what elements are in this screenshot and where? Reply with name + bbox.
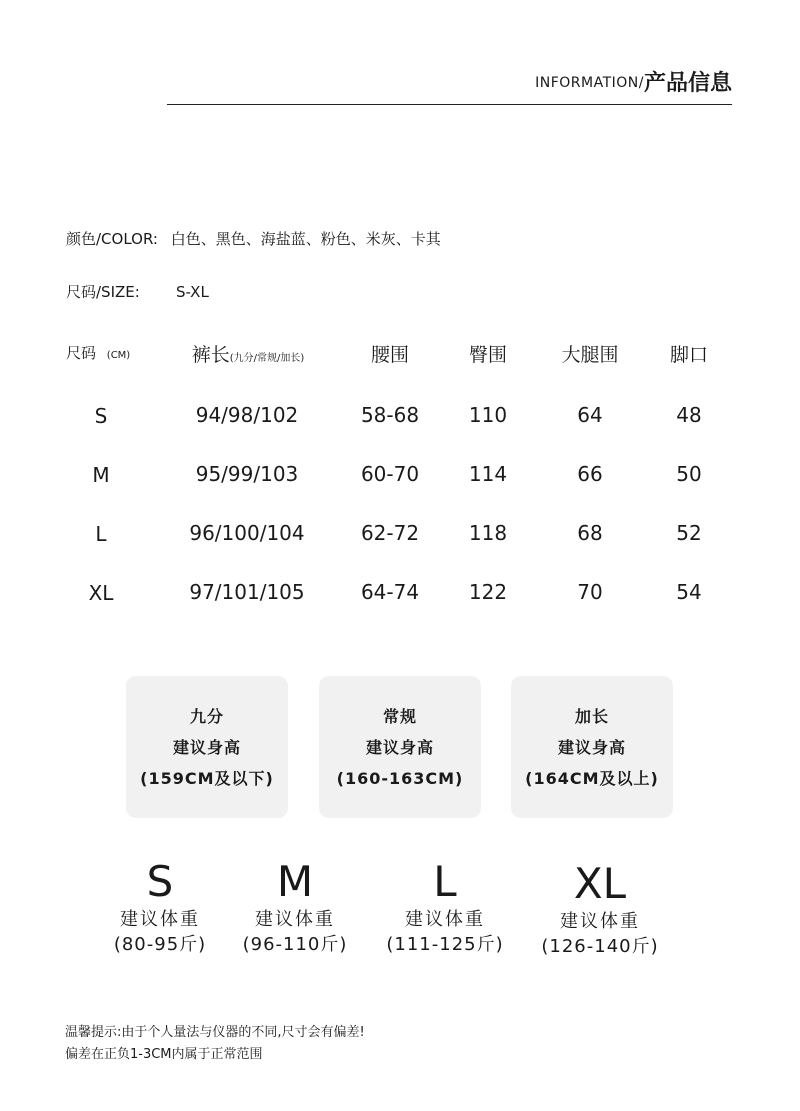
weight-range: (111-125斤): [386, 934, 504, 955]
row-length: 97/101/105: [189, 580, 305, 604]
size-label: 尺码/SIZE:: [66, 283, 140, 301]
table-header-length-note: (九分/常规/加长): [229, 353, 305, 364]
row-hip: 110: [468, 403, 508, 427]
table-header-size-unit: (CM): [106, 350, 131, 361]
weight-label: 建议体重: [255, 909, 335, 930]
row-waist: 58-68: [360, 403, 420, 427]
table-header-hem: 脚口: [669, 344, 709, 366]
length-box-range: (159CM及以下): [140, 768, 274, 788]
table-header-waist: 腰围: [370, 344, 410, 366]
weight-range: (126-140斤): [541, 936, 659, 957]
row-thigh: 66: [577, 462, 603, 486]
color-value: 白色、黑色、海盐蓝、粉色、米灰、卡其: [170, 230, 441, 248]
row-length: 95/99/103: [195, 462, 299, 486]
weight-column-l: [386, 858, 503, 958]
table-header-length: 裤长(九分/常规/加长): [191, 344, 305, 366]
table-header-thigh: 大腿围: [561, 344, 619, 366]
weight-column-m: [243, 858, 348, 958]
weight-size: S: [146, 857, 174, 906]
length-box-label: 建议身高: [172, 737, 241, 757]
weight-size: L: [433, 857, 457, 906]
page-header: [535, 66, 732, 97]
length-box-regular: [319, 676, 481, 818]
weight-range: (80-95斤): [113, 934, 207, 955]
header-divider: [167, 104, 732, 105]
weight-label: 建议体重: [404, 909, 485, 930]
row-size: L: [95, 522, 107, 546]
row-hem: 48: [676, 403, 702, 427]
length-box-label: 建议身高: [557, 737, 626, 757]
length-box-ninth: [126, 676, 288, 818]
length-box-long: [511, 676, 673, 818]
row-hip: 122: [468, 580, 508, 604]
row-length: 96/100/104: [189, 521, 305, 545]
row-hem: 52: [676, 521, 702, 545]
row-hip: 114: [468, 462, 508, 486]
row-length: 94/98/102: [195, 403, 299, 427]
row-thigh: 64: [577, 403, 603, 427]
row-hem: 50: [676, 462, 702, 486]
table-header-hip: 臀围: [468, 344, 508, 366]
row-waist: 64-74: [360, 580, 420, 604]
length-box-title: 加长: [574, 706, 609, 726]
weight-size: XL: [573, 859, 627, 908]
row-size: XL: [88, 581, 114, 605]
weight-size: M: [276, 857, 314, 906]
table-header-size: 尺码 (CM): [66, 344, 131, 362]
row-size: M: [92, 463, 110, 487]
row-waist: 62-72: [360, 521, 420, 545]
length-box-title: 九分: [189, 706, 224, 726]
weight-range: (96-110斤): [242, 934, 348, 955]
weight-column-s: [114, 858, 206, 958]
row-waist: 60-70: [360, 462, 420, 486]
size-line: [66, 281, 209, 302]
length-box-range: (164CM及以上): [525, 768, 659, 788]
row-thigh: 70: [577, 580, 603, 604]
length-box-title: 常规: [382, 706, 417, 726]
length-box-range: (160-163CM): [336, 768, 464, 788]
footer-note-2: 偏差在正负1-3CM内属于正常范围: [65, 1047, 263, 1062]
row-thigh: 68: [577, 521, 603, 545]
weight-label: 建议体重: [119, 909, 200, 930]
weight-label: 建议体重: [559, 911, 640, 932]
weight-column-xl: [541, 860, 658, 960]
header-english-title: INFORMATION/: [535, 75, 644, 91]
color-label: 颜色/COLOR:: [66, 230, 158, 248]
row-hip: 118: [468, 521, 508, 545]
row-hem: 54: [676, 580, 702, 604]
header-chinese-title: 产品信息: [643, 71, 732, 96]
size-value: S-XL: [176, 283, 209, 301]
row-size: S: [94, 404, 108, 428]
color-line: [66, 228, 441, 249]
length-box-label: 建议身高: [365, 737, 434, 757]
footer-note-1: 温馨提示:由于个人量法与仪器的不同,尺寸会有偏差!: [65, 1025, 365, 1040]
